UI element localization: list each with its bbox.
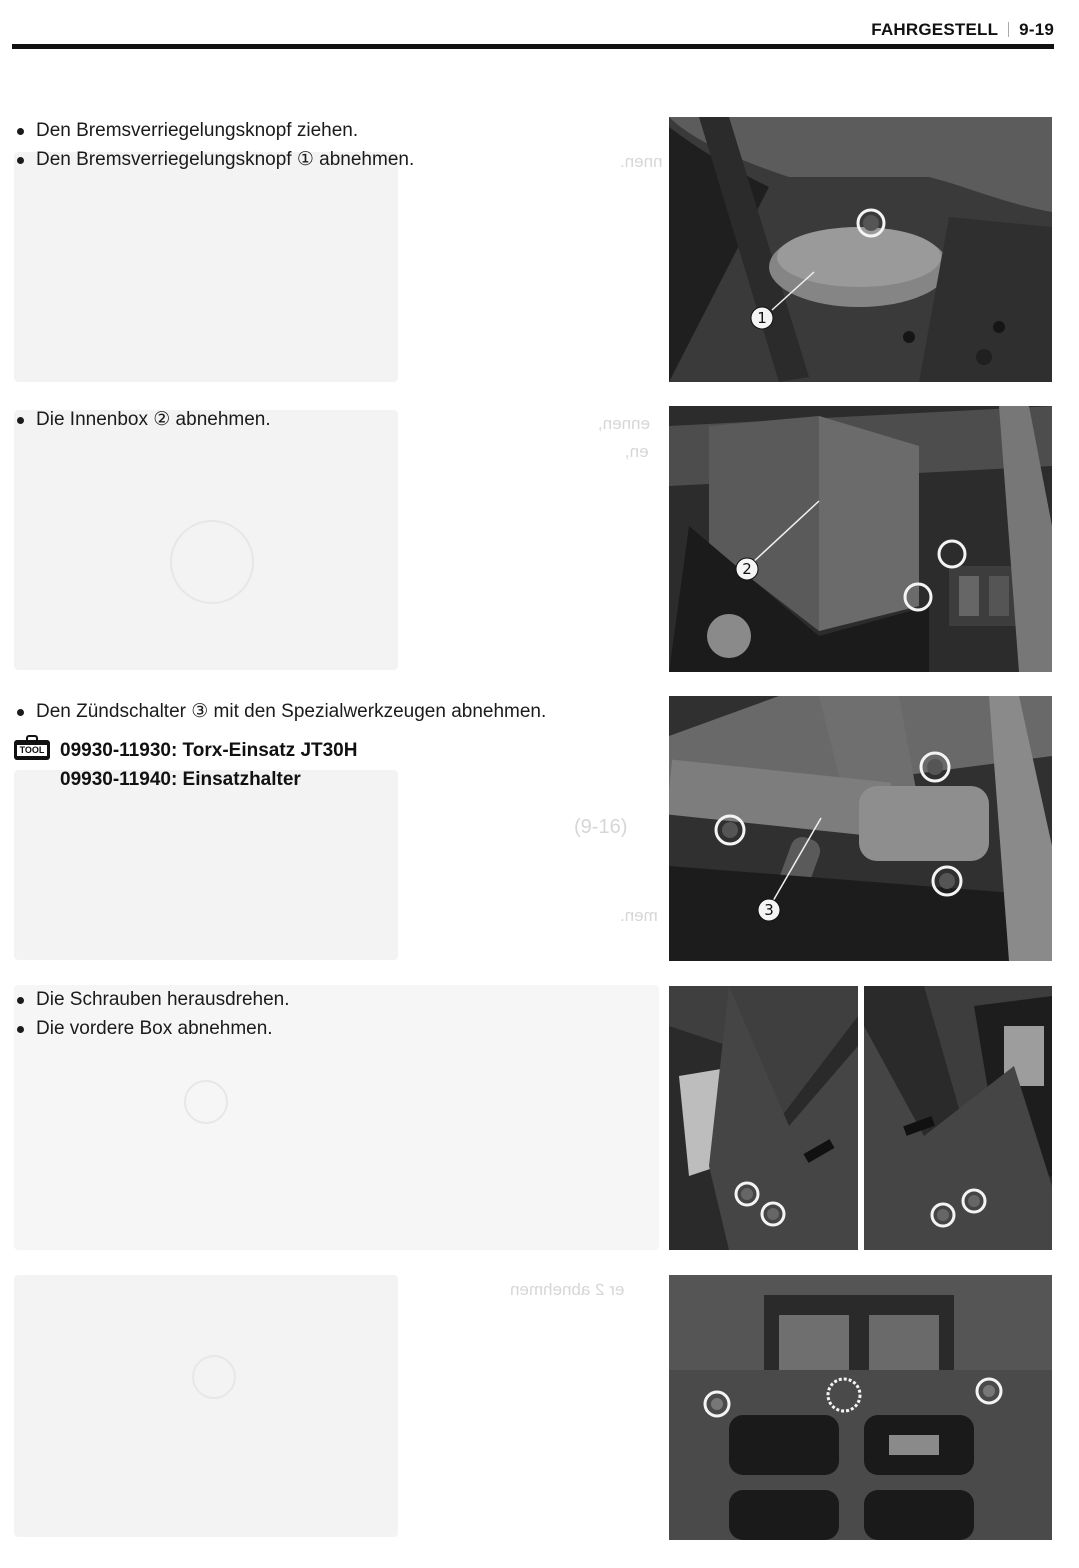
tool-list	[60, 736, 357, 794]
show-through-image-3	[14, 770, 398, 960]
step-2-instructions	[14, 405, 271, 434]
photo-front-box-left	[669, 986, 858, 1250]
step-1-bullet: Den Bremsverriegelungsknopf ① abnehmen.	[14, 145, 414, 174]
show-through-image-1	[14, 152, 398, 382]
show-through-text: nnen.	[620, 152, 663, 171]
step-4-bullet: Die Schrauben herausdrehen.	[14, 985, 290, 1014]
header-page-number: 9-19	[1019, 20, 1054, 39]
step-3-bullet: Den Zündschalter ③ mit den Spezialwerkzeugen abnehmen.	[14, 697, 546, 726]
step-1-instructions	[14, 116, 414, 174]
step-4-bullet: Die vordere Box abnehmen.	[14, 1014, 290, 1043]
step-3-instructions	[14, 697, 546, 726]
page-header	[12, 0, 1054, 49]
header-separator	[1008, 22, 1009, 37]
show-through-text: men.	[620, 906, 658, 925]
tool-icon	[14, 740, 50, 760]
tool-icon-label: TOOL	[17, 745, 47, 756]
photo-3-callout: 3	[764, 901, 774, 919]
step-1-bullet: Den Bremsverriegelungsknopf ziehen.	[14, 116, 414, 145]
header-title	[871, 20, 1054, 40]
photo-front-box-right	[864, 986, 1052, 1250]
photo-inner-box	[669, 406, 1052, 672]
step-2-bullet: Die Innenbox ② abnehmen.	[14, 405, 271, 434]
header-section: FAHRGESTELL	[871, 20, 999, 39]
photo-2-callout: 2	[742, 560, 752, 578]
show-through-circle	[184, 1080, 228, 1124]
photo-brake-lock-knob	[669, 117, 1052, 382]
tool-item: 09930-11940: Einsatzhalter	[60, 769, 301, 790]
show-through-text: en,	[625, 442, 649, 461]
show-through-text: (9-16)	[574, 816, 628, 838]
show-through-image-5	[14, 1275, 398, 1537]
photo-ignition-switch	[669, 696, 1052, 961]
show-through-circle	[170, 520, 254, 604]
show-through-circle	[192, 1355, 236, 1399]
photo-1-callout: 1	[757, 309, 767, 327]
show-through-text: er 2 abnehmen	[510, 1280, 625, 1299]
photo-frame-bottom	[669, 1275, 1052, 1540]
show-through-text: ennen,	[598, 414, 650, 433]
tool-item: 09930-11930: Torx-Einsatz JT30H	[60, 740, 358, 761]
step-4-instructions	[14, 985, 290, 1043]
